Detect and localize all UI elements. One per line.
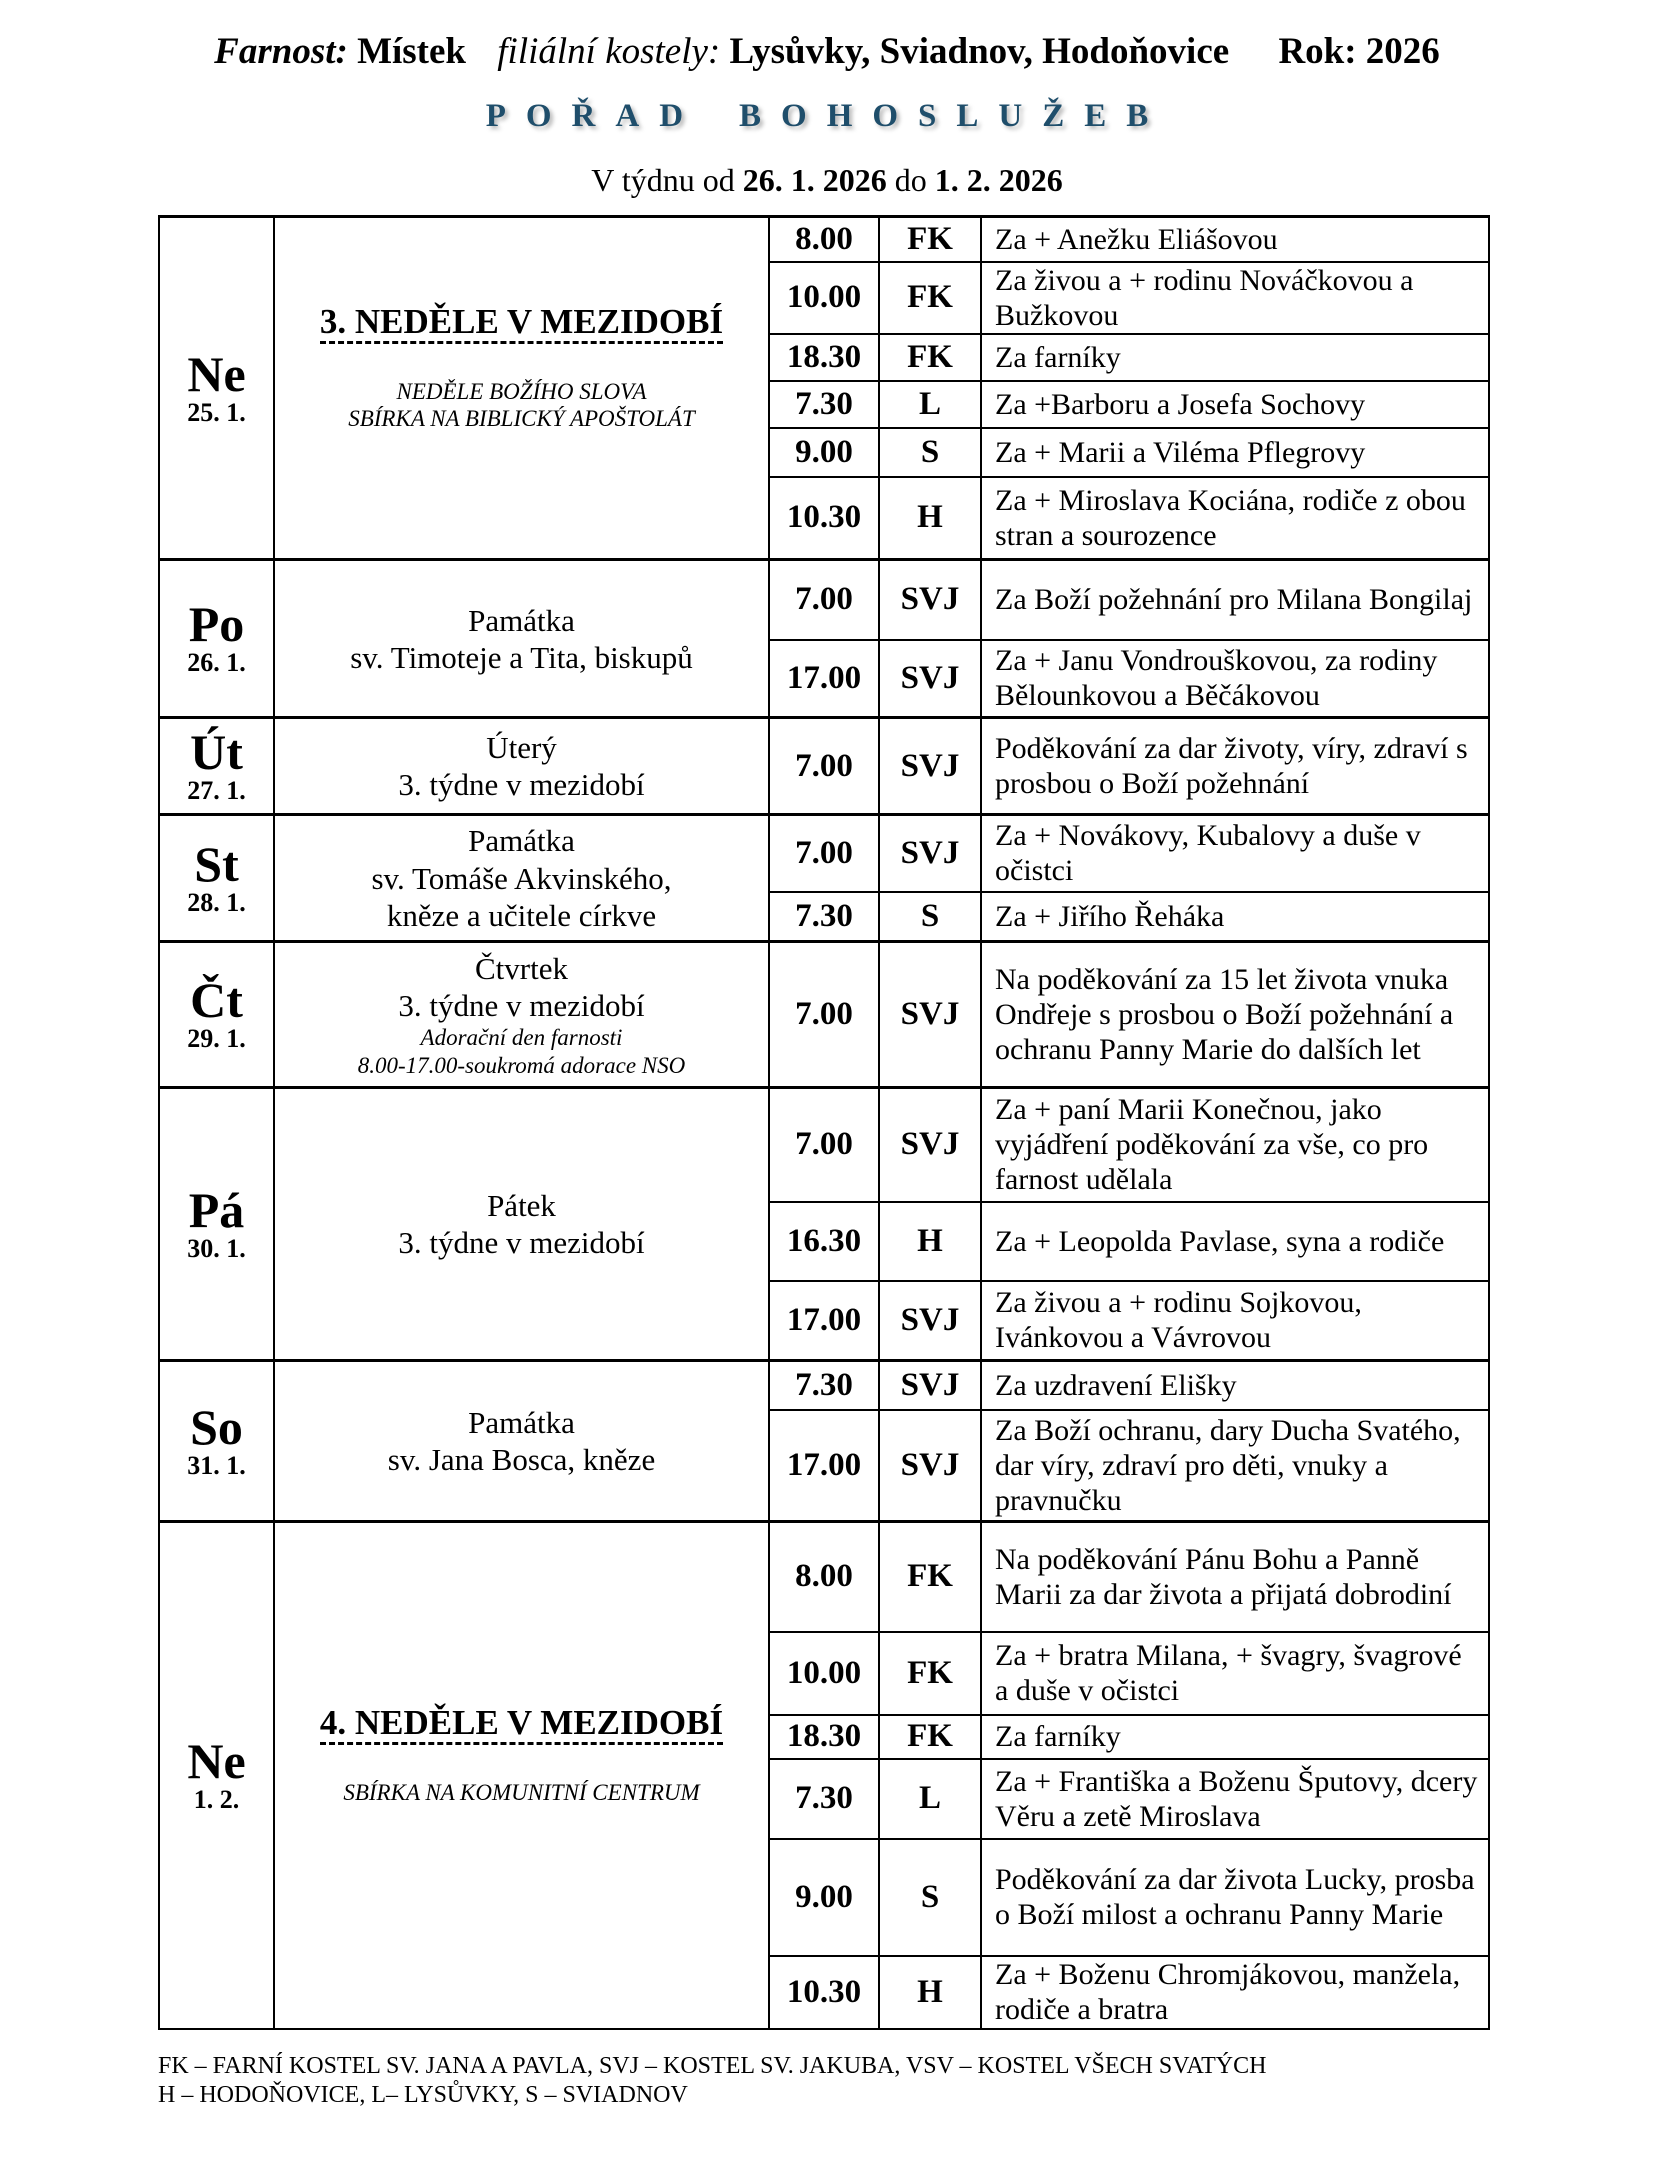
day-abbr: St xyxy=(194,835,239,892)
description-line: Památka xyxy=(468,823,575,859)
description-line: Úterý xyxy=(486,730,557,765)
legend-line-2: H – HODOŇOVICE, L– LYSŮVKY, S – SVIADNOV xyxy=(158,2082,688,2109)
table-row xyxy=(159,1522,1489,1632)
day-cell xyxy=(159,718,274,815)
service-intention: Na poděkování Pánu Bohu a Panně Marii za dar života a přijatá dobrodiní xyxy=(981,1522,1489,1632)
service-time: 7.00 xyxy=(769,718,879,815)
description-line: sv. Jana Bosca, kněze xyxy=(387,1442,656,1478)
day-cell xyxy=(159,217,274,560)
description-line: kněze a učitele církve xyxy=(386,897,657,933)
service-intention: Za +Barboru a Josefa Sochovy xyxy=(981,381,1489,428)
year-label: Rok: 2026 xyxy=(1278,31,1440,72)
table-row xyxy=(159,718,1489,815)
service-intention: Za farníky xyxy=(981,1715,1489,1759)
service-intention: Za + Janu Vondrouškovou, za rodiny Bělounkovou a Běčákovou xyxy=(981,640,1489,718)
service-intention: Za Boží požehnání pro Milana Bongilaj xyxy=(981,560,1489,640)
table-row xyxy=(159,1361,1489,1410)
day-abbr: Ne xyxy=(187,345,246,402)
day-cell xyxy=(159,815,274,942)
service-place: FK xyxy=(879,217,981,262)
liturgical-description xyxy=(274,1088,769,1361)
day-abbr: So xyxy=(190,1398,243,1455)
feast-note: SBÍRKA NA KOMUNITNÍ CENTRUM xyxy=(343,1779,700,1805)
service-place: S xyxy=(879,1839,981,1956)
service-intention: Za + Jiřího Řeháka xyxy=(981,892,1489,942)
description-line: 3. týdne v mezidobí xyxy=(398,1225,645,1261)
parish-name: Místek xyxy=(357,31,467,72)
title-word-2: BOHOSLUŽEB xyxy=(739,98,1169,134)
feast-title: 3. NEDĚLE V MEZIDOBÍ xyxy=(320,304,723,344)
service-time: 17.00 xyxy=(769,640,879,718)
service-intention: Poděkování za dar životy, víry, zdraví s prosbou o Boží požehnání xyxy=(981,718,1489,815)
service-place: SVJ xyxy=(879,942,981,1088)
service-place: L xyxy=(879,381,981,428)
service-time: 7.30 xyxy=(769,381,879,428)
liturgical-description xyxy=(274,560,769,718)
service-place: FK xyxy=(879,262,981,334)
description-line: sv. Timoteje a Tita, biskupů xyxy=(350,639,693,675)
table-row xyxy=(159,217,1489,262)
description-note: Adorační den farnosti xyxy=(420,1025,623,1051)
service-time: 7.30 xyxy=(769,1361,879,1410)
title-word-1: POŘAD xyxy=(485,98,704,134)
liturgical-description xyxy=(274,1361,769,1522)
schedule-body xyxy=(159,217,1489,2029)
service-intention: Poděkování za dar života Lucky, prosba o Boží milost a ochranu Panny Marie xyxy=(981,1839,1489,1956)
description-line: Památka xyxy=(468,1405,575,1440)
spacer xyxy=(275,344,768,378)
liturgical-description xyxy=(274,815,769,942)
day-abbr: Ne xyxy=(187,1733,246,1790)
description-line: sv. Tomáše Akvinského, xyxy=(371,860,672,896)
spacer xyxy=(275,1745,768,1779)
service-intention: Za Boží ochranu, dary Ducha Svatého, dar víry, zdraví pro děti, vnuky a pravnučku xyxy=(981,1410,1489,1522)
day-date: 1. 2. xyxy=(193,1785,240,1815)
service-intention: Za + bratra Milana, + švagry, švagrové a duše v očistci xyxy=(981,1632,1489,1715)
description-note: 8.00-17.00-soukromá adorace NSO xyxy=(357,1052,686,1078)
service-intention: Za + Boženu Chromjákovou, manžela, rodiče a bratra xyxy=(981,1956,1489,2029)
parish-label: Farnost: xyxy=(214,31,348,72)
day-date: 31. 1. xyxy=(187,1450,246,1480)
day-date: 27. 1. xyxy=(187,775,246,805)
description-line: Čtvrtek xyxy=(475,950,568,986)
description-line: 3. týdne v mezidobí xyxy=(398,767,645,803)
service-time: 18.30 xyxy=(769,334,879,381)
service-time: 8.00 xyxy=(769,217,879,262)
service-place: FK xyxy=(879,334,981,381)
day-date: 25. 1. xyxy=(187,397,246,427)
filial-names: Lysůvky, Sviadnov, Hodoňovice xyxy=(729,31,1230,72)
week-prefix: V týdnu od xyxy=(591,162,735,198)
description-line: Pátek xyxy=(487,1188,556,1223)
table-row xyxy=(159,942,1489,1088)
schedule-table xyxy=(158,215,1490,2030)
day-cell xyxy=(159,1088,274,1361)
service-place: FK xyxy=(879,1522,981,1632)
service-place: SVJ xyxy=(879,1410,981,1522)
feast-title: 4. NEDĚLE V MEZIDOBÍ xyxy=(320,1705,723,1745)
service-time: 7.30 xyxy=(769,1759,879,1839)
day-date: 29. 1. xyxy=(187,1024,246,1054)
day-date: 28. 1. xyxy=(187,887,246,917)
service-place: H xyxy=(879,477,981,560)
document-header xyxy=(0,30,1654,73)
service-place: SVJ xyxy=(879,718,981,815)
day-date: 26. 1. xyxy=(187,648,246,678)
service-time: 10.00 xyxy=(769,1632,879,1715)
service-time: 17.00 xyxy=(769,1410,879,1522)
day-date: 30. 1. xyxy=(187,1233,246,1263)
description-line: 3. týdne v mezidobí xyxy=(398,988,645,1024)
page-title xyxy=(0,98,1654,135)
day-cell xyxy=(159,942,274,1088)
week-range xyxy=(0,162,1654,199)
service-place: H xyxy=(879,1956,981,2029)
service-place: SVJ xyxy=(879,815,981,892)
description-line: Památka xyxy=(468,602,575,638)
service-place: FK xyxy=(879,1632,981,1715)
service-time: 10.30 xyxy=(769,477,879,560)
service-intention: Za + paní Marii Konečnou, jako vyjádření poděkování za vše, co pro farnost udělala xyxy=(981,1088,1489,1202)
service-place: FK xyxy=(879,1715,981,1759)
service-time: 9.00 xyxy=(769,1839,879,1956)
service-intention: Za + Miroslava Kociána, rodiče z obou stran a sourozence xyxy=(981,477,1489,560)
service-place: SVJ xyxy=(879,1088,981,1202)
liturgical-description xyxy=(274,217,769,560)
service-place: S xyxy=(879,892,981,942)
day-abbr: Čt xyxy=(190,972,243,1029)
service-time: 10.00 xyxy=(769,262,879,334)
day-abbr: Út xyxy=(190,723,243,780)
feast-note: SBÍRKA NA BIBLICKÝ APOŠTOLÁT xyxy=(348,406,695,432)
feast-note: NEDĚLE BOŽÍHO SLOVA xyxy=(396,378,647,404)
service-place: SVJ xyxy=(879,560,981,640)
service-time: 18.30 xyxy=(769,1715,879,1759)
service-time: 7.30 xyxy=(769,892,879,942)
service-time: 7.00 xyxy=(769,815,879,892)
service-intention: Na poděkování za 15 let života vnuka Ondřeje s prosbou o Boží požehnání a ochranu Panny Marie do dalších let xyxy=(981,942,1489,1088)
day-abbr: Pá xyxy=(188,1181,245,1238)
legend-line-1: FK – FARNÍ KOSTEL SV. JANA A PAVLA, SVJ – KOSTEL SV. JAKUBA, VSV – KOSTEL VŠECH SVATÝCH xyxy=(158,2053,1267,2079)
liturgical-description xyxy=(274,1522,769,2029)
day-cell xyxy=(159,560,274,718)
service-place: S xyxy=(879,428,981,477)
legend xyxy=(158,2052,1266,2111)
day-cell xyxy=(159,1361,274,1522)
week-from: 26. 1. 2026 xyxy=(742,162,887,198)
table-row xyxy=(159,1088,1489,1202)
service-intention: Za + Františka a Boženu Šputovy, dcery Věru a zetě Miroslava xyxy=(981,1759,1489,1839)
week-middle: do xyxy=(894,162,927,198)
week-to: 1. 2. 2026 xyxy=(934,162,1063,198)
service-time: 10.30 xyxy=(769,1956,879,2029)
service-place: L xyxy=(879,1759,981,1839)
service-time: 17.00 xyxy=(769,1281,879,1361)
day-abbr: Po xyxy=(188,596,245,653)
service-intention: Za + Leopolda Pavlase, syna a rodiče xyxy=(981,1202,1489,1281)
service-intention: Za + Novákovy, Kubalovy a duše v očistci xyxy=(981,815,1489,892)
liturgical-description xyxy=(274,718,769,815)
table-row xyxy=(159,560,1489,640)
service-intention: Za + Marii a Viléma Pflegrovy xyxy=(981,428,1489,477)
service-time: 7.00 xyxy=(769,1088,879,1202)
service-time: 8.00 xyxy=(769,1522,879,1632)
service-intention: Za živou a + rodinu Sojkovou, Ivánkovou a Vávrovou xyxy=(981,1281,1489,1361)
service-time: 7.00 xyxy=(769,942,879,1088)
service-intention: Za + Anežku Eliášovou xyxy=(981,217,1489,262)
filial-label: filiální kostely: xyxy=(497,31,721,72)
service-place: H xyxy=(879,1202,981,1281)
service-intention: Za živou a + rodinu Nováčkovou a Bužkovou xyxy=(981,262,1489,334)
day-cell xyxy=(159,1522,274,2029)
service-intention: Za uzdravení Elišky xyxy=(981,1361,1489,1410)
service-intention: Za farníky xyxy=(981,334,1489,381)
table-row xyxy=(159,815,1489,892)
service-time: 16.30 xyxy=(769,1202,879,1281)
service-place: SVJ xyxy=(879,1361,981,1410)
service-place: SVJ xyxy=(879,1281,981,1361)
service-place: SVJ xyxy=(879,640,981,718)
service-time: 9.00 xyxy=(769,428,879,477)
liturgical-description xyxy=(274,942,769,1088)
service-time: 7.00 xyxy=(769,560,879,640)
